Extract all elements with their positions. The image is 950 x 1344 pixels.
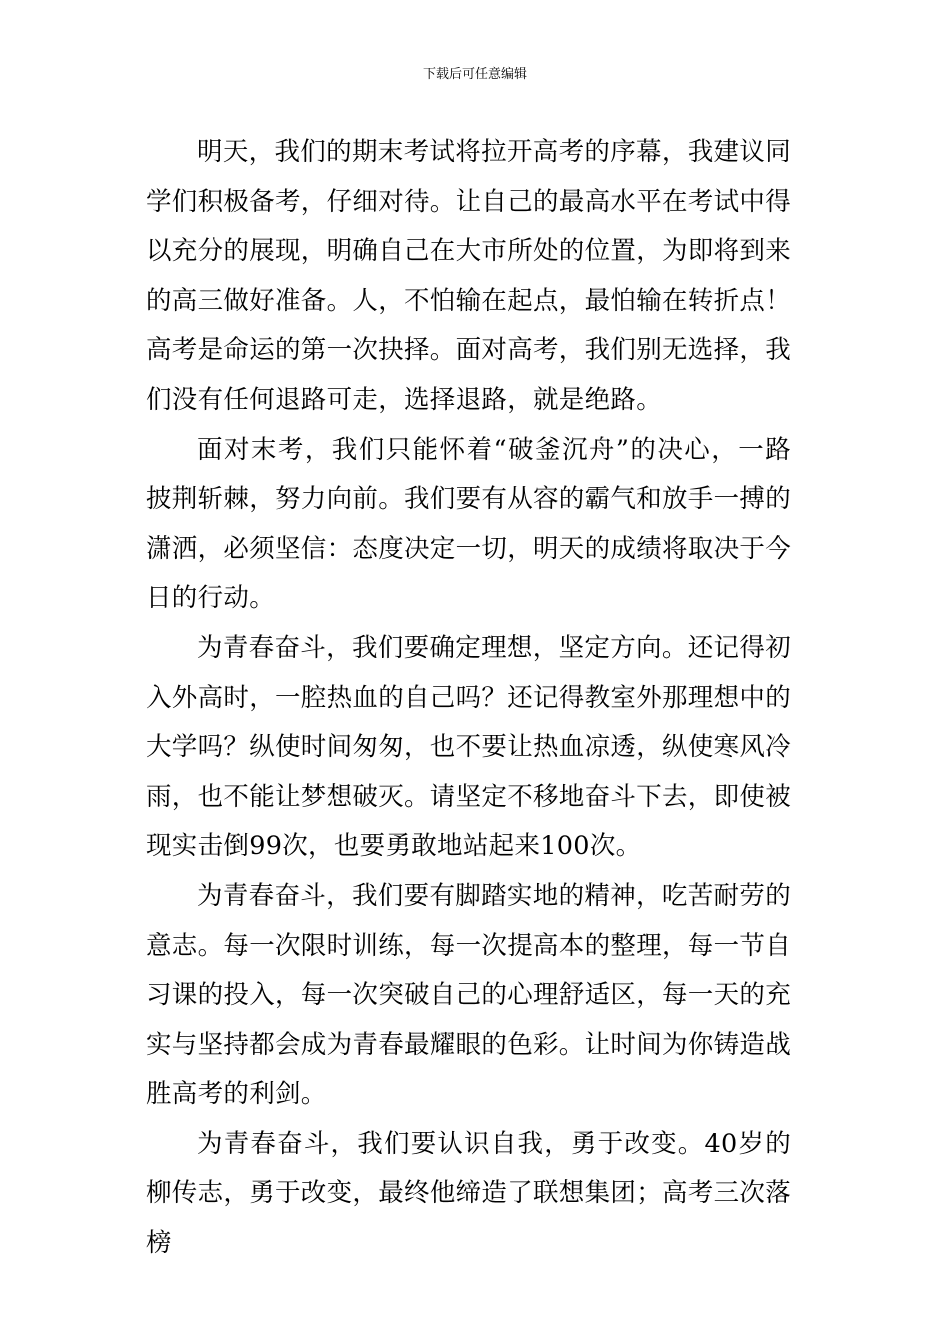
paragraph-5: 为青春奋斗，我们要认识自我，勇于改变。40岁的柳传志，勇于改变，最终他缔造了联想集团；高考三次落榜: [146, 1128, 792, 1259]
page-header: 下载后可任意编辑: [422, 67, 527, 82]
document-body: [146, 128, 791, 1269]
paragraph-1: 明天，我们的期末考试将拉开高考的序幕，我建议同学们积极备考，仔细对待。让自己的最高水平在考试中得以充分的展现，明确自己在大市所处的位置，为即将到来的高三做好准备。人，不怕输在起点，最怕输在转折点！高考是命运的第一次抉择。面对高考，我们别无选择，我们没有任何退路可走，选择退路，就是绝路。: [146, 137, 792, 415]
paragraph-3: 为青春奋斗，我们要确定理想，坚定方向。还记得初入外高时，一腔热血的自己吗？还记得教室外那理想中的大学吗？纵使时间匆匆，也不要让热血凉透，纵使寒风冷雨，也不能让梦想破灭。请坚定不移地奋斗下去，即使被现实击倒99次，也要勇敢地站起来100次。: [146, 632, 792, 862]
paragraph-2: 面对末考，我们只能怀着“破釜沉舟”的决心，一路披荆斩棘，努力向前。我们要有从容的霸气和放手一搏的潇洒，必须坚信：态度决定一切，明天的成绩将取决于今日的行动。: [146, 434, 792, 614]
paragraph-4: 为青春奋斗，我们要有脚踏实地的精神，吃苦耐劳的意志。每一次限时训练，每一次提高本的整理，每一节自习课的投入，每一次突破自己的心理舒适区，每一天的充实与坚持都会成为青春最耀眼的色彩。让时间为你铸造战胜高考的利剑。: [146, 880, 792, 1110]
